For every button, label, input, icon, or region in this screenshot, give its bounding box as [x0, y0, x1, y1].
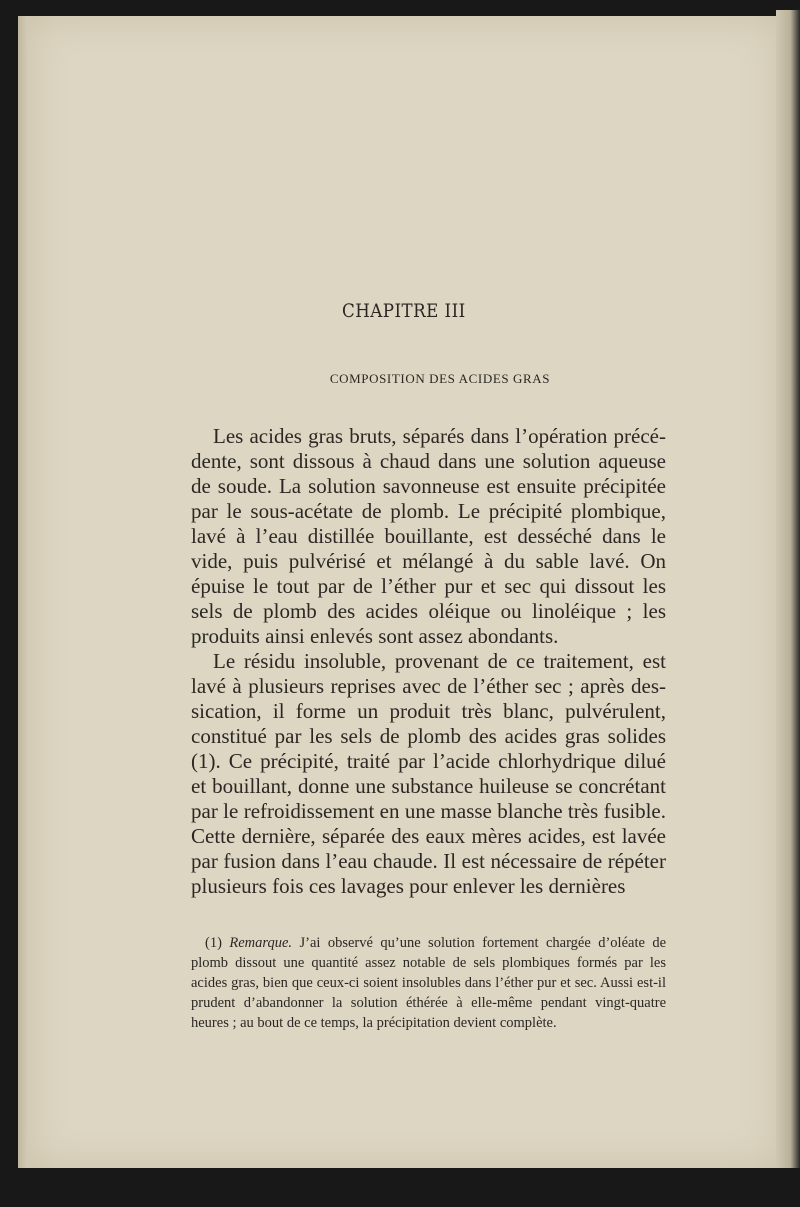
footnote [191, 933, 666, 1033]
section-title: COMPOSITION DES ACIDES GRAS [329, 371, 551, 386]
chapter-title: CHAPITRE III [342, 300, 466, 322]
paragraph-2: Le résidu insoluble, provenant de ce traitement, est lavé à plusieurs reprises avec de l’éther sec ; après dessication, il forme un produit très blanc, pulvérulent, constitué par les sels de plomb des acides gras solides (1). Ce précipité, traité par l’acide chlorhydrique dilué et bouillant, donne une substance huileuse se concrétant par le refroidissement en une masse blanche très fusible. Cette dernière, séparée des eaux mères acides, est lavée par fusion dans l’eau chaude. Il est nécessaire de répéter plusieurs fois ces lavages pour enlever les dernières [191, 649, 666, 898]
paragraph-1: Les acides gras bruts, séparés dans l’opération précédente, sont dissous à chaud dans une solution aqueuse de soude. La solution savonneuse est ensuite précipitée par le sous-acétate de plomb. Le précipité plombique, lavé à l’eau distillée bouillante, est desséché dans le vide, puis pulvérisé et mélangé à du sable lavé. On épuise le tout par de l’éther pur et sec qui dissout les sels de plomb des acides oléique ou linoléique ; les produits ainsi enlevés sont assez abondants. [191, 424, 666, 648]
body-text [191, 424, 666, 899]
footnote-label: Remarque. [229, 935, 293, 951]
page-right-edge [776, 10, 800, 1168]
footnote-marker: (1) [205, 935, 222, 951]
footnote-text: J’ai observé qu’une solution fortement chargée d’oléate de plomb dissout une quantité assez notable de sels plombiques formés par les acides gras, bien que ceux-ci soient insolubles dans l’éther pur et sec. Aussi est-il prudent d’abandonner la solution éthérée à elle-même pendant vingt-quatre heures ; au bout de ce temps, la précipitation devient complète. [191, 935, 667, 1031]
